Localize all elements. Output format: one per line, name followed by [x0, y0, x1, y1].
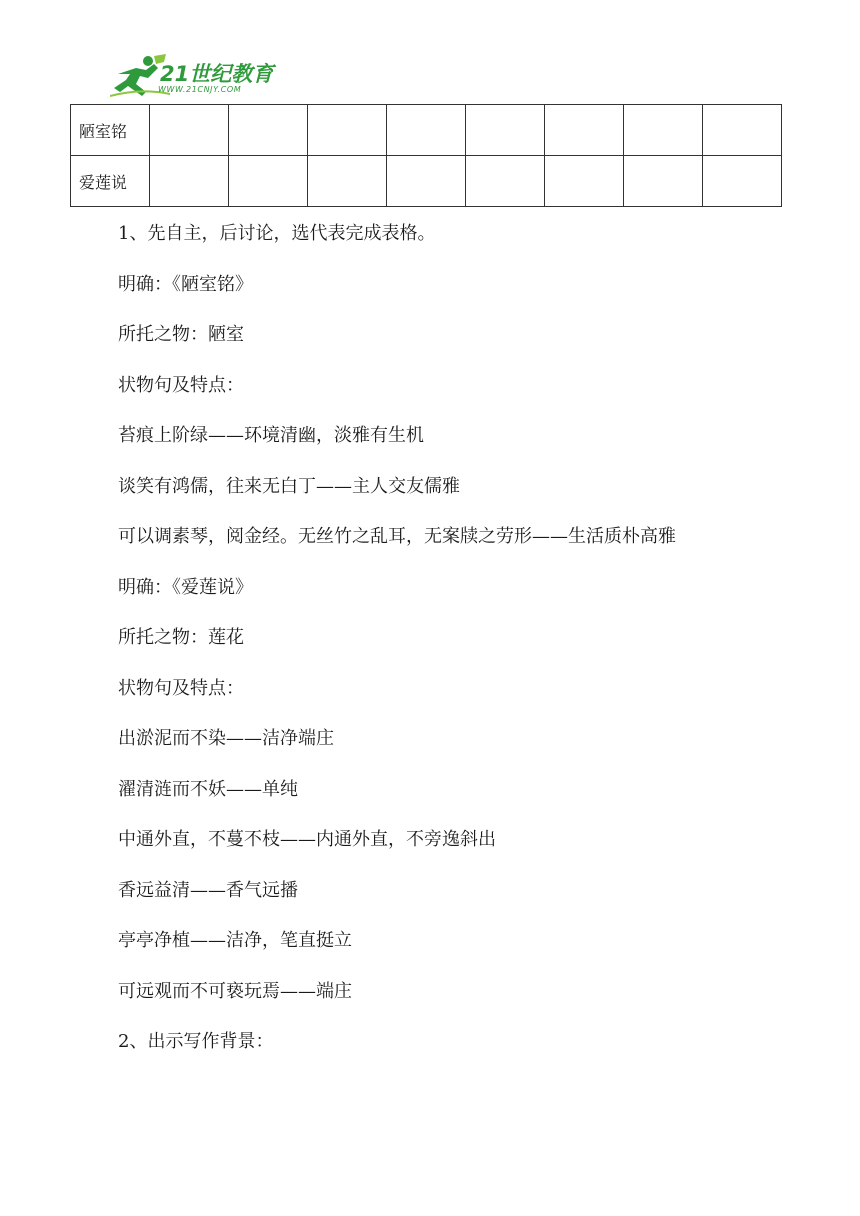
table-cell	[545, 156, 624, 207]
answer-heading-ailianshuo: 明确：《爱莲说》	[118, 576, 253, 598]
table-cell	[703, 105, 782, 156]
text-line: 出淤泥而不染——洁净端庄	[118, 728, 334, 749]
row-label: 陋室铭	[71, 105, 150, 156]
comparison-table	[70, 104, 782, 207]
table-cell	[624, 105, 703, 156]
text-line: 亭亭净植——洁净，笔直挺立	[118, 930, 352, 951]
table-cell	[466, 156, 545, 207]
text-line: 可以调素琴，阅金经。无丝竹之乱耳，无案牍之劳形——生活质朴高雅	[118, 526, 676, 547]
entrusted-object-ailianshuo: 所托之物：莲花	[118, 627, 244, 648]
table-cell	[387, 156, 466, 207]
table-row	[71, 156, 782, 207]
step-two-instruction: 2、出示写作背景：	[118, 1031, 274, 1052]
table-cell	[703, 156, 782, 207]
table-cell	[150, 105, 229, 156]
table-cell	[466, 105, 545, 156]
text-line: 谈笑有鸿儒，往来无白丁——主人交友儒雅	[118, 475, 460, 497]
table-cell	[150, 156, 229, 207]
table-cell	[624, 156, 703, 207]
table-cell	[387, 105, 466, 156]
table-row	[71, 105, 782, 156]
logo-title: 21世纪教育	[160, 62, 274, 86]
logo-url: WWW.21CNJY.COM	[158, 85, 242, 94]
table-cell	[308, 156, 387, 207]
text-line: 可远观而不可亵玩焉——端庄	[118, 980, 352, 1002]
table-cell	[229, 105, 308, 156]
description-heading: 状物句及特点：	[118, 677, 244, 699]
entrusted-object-loushiming: 所托之物：陋室	[118, 324, 244, 345]
document-body	[118, 222, 818, 1081]
text-line: 香远益清——香气远播	[118, 879, 298, 901]
text-line: 濯清涟而不妖——单纯	[118, 778, 298, 800]
table-cell	[229, 156, 308, 207]
text-line: 中通外直，不蔓不枝——内通外直，不旁逸斜出	[118, 829, 496, 850]
text-line: 苔痕上阶绿——环境清幽，淡雅有生机	[118, 425, 424, 446]
table-cell	[308, 105, 387, 156]
step-one-instruction: 1、先自主，后讨论，选代表完成表格。	[118, 223, 436, 244]
logo-figure-head	[143, 56, 153, 66]
row-label: 爱莲说	[71, 156, 150, 207]
description-heading: 状物句及特点：	[118, 374, 244, 396]
answer-heading-loushiming: 明确：《陋室铭》	[118, 273, 253, 295]
table-cell	[545, 105, 624, 156]
